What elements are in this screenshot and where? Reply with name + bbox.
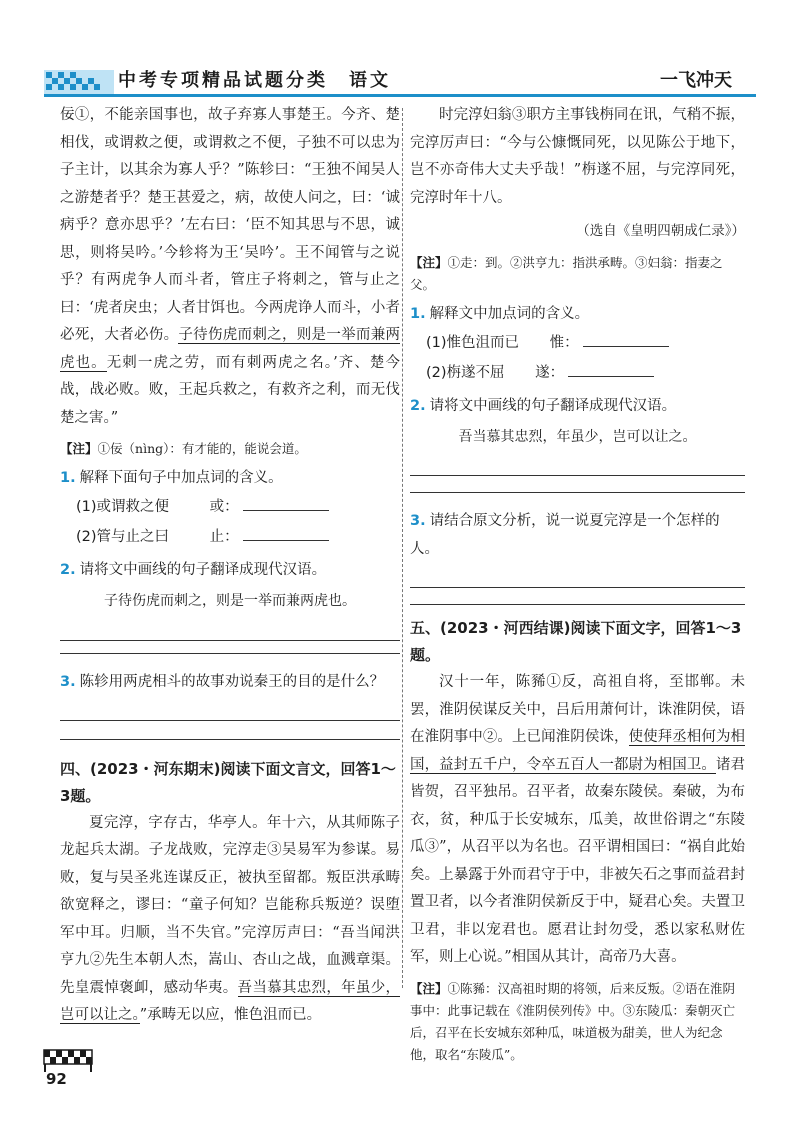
question-number: 1.	[60, 470, 76, 486]
question-number: 2.	[60, 562, 76, 578]
right-column	[410, 102, 745, 1070]
sub-question-target: 惟：	[549, 334, 579, 351]
answer-line[interactable]	[60, 720, 400, 721]
question-text: 请将文中画线的句子翻译成现代汉语。	[79, 562, 327, 578]
answer-line[interactable]	[410, 604, 745, 605]
sentence-to-translate: 吾当慕其忠烈，年虽少，岂可以让之。	[458, 428, 697, 445]
sub-question	[410, 358, 745, 388]
question-1	[410, 300, 745, 328]
checker-grid-logo-icon	[44, 62, 114, 96]
sub-question	[60, 522, 400, 552]
underlined-sentence: 子待伤虎而刺之，则是一举而兼两虎也。	[60, 327, 401, 371]
sub-question-target: 遂：	[535, 364, 565, 381]
sub-question-label: (2)栴遂不屈	[426, 364, 505, 381]
passage-continuation: 时完淳妇翁③职方主事钱栴同在讯，气稍不振，完淳厉声曰：“今与公慷慨同死，以见陈公于地下，岂不亦奇伟大丈夫乎哉！”栴遂不屈，与完淳同死，完淳时年十八。	[410, 107, 745, 206]
question-2	[60, 556, 400, 584]
sub-question-target: 或：	[209, 499, 239, 515]
page-number-badge	[40, 1048, 96, 1092]
section-4-heading: 四、(2023・河东期末)阅读下面文言文，回答1～3题。	[60, 759, 396, 805]
page-header	[0, 52, 800, 102]
checkered-flag-icon	[40, 1048, 96, 1072]
answer-line[interactable]	[60, 640, 400, 641]
passage-text-b: 无刺一虎之劳，而有刺两虎之名。’齐、楚今战，战必败。败，王起兵救之，有救齐之利，而无伐楚之害。”	[60, 354, 401, 426]
sentence-to-translate: 子待伤虎而刺之，则是一举而兼两虎也。	[104, 593, 356, 609]
passage-text-b: 诸君皆贺，召平独吊。召平者，故秦东陵侯。秦破，为布衣，贫，种瓜于长安城东，瓜美，故世俗谓之“东陵瓜③”，从召平以为名也。召平谓相国曰：“祸自此始矣。上暴露于外而君守于中，非被矢石之事而益君封置卫者，以今者淮阴侯新反于中，疑君心矣。夫置卫卫君，非以宠君也。愿君让封勿受，悉以家私财佐军，则上心说。”相国从其计，高帝乃大喜。	[410, 756, 746, 965]
answer-line[interactable]	[410, 475, 745, 476]
book-title: 中考专项精品试题分类 语文	[118, 70, 391, 91]
left-column	[60, 102, 400, 1030]
question-text: 解释下面句子中加点词的含义。	[79, 470, 283, 486]
answer-line[interactable]	[60, 653, 400, 654]
question-number: 2.	[410, 397, 426, 414]
answer-line[interactable]	[60, 739, 400, 740]
underlined-phrase: 使使拜丞相何为相国，益封五千户，	[410, 729, 746, 773]
header-rule	[44, 94, 756, 97]
question-number: 3.	[60, 673, 76, 690]
sub-question-label: (2)管与止之曰	[76, 529, 170, 545]
question-3	[60, 668, 400, 696]
sub-question-label: (1)惟色沮而已	[426, 334, 520, 351]
question-text: 请将文中画线的句子翻译成现代汉语。	[429, 397, 677, 414]
underlined-phrase: 令卒五百人一都尉为相国卫。	[526, 756, 716, 773]
underlined-sentence: 吾当慕其忠烈，年虽少，岂可以让之。	[60, 979, 401, 1023]
note-label: 【注】	[410, 980, 448, 996]
column-divider	[402, 108, 403, 988]
sub-question	[60, 492, 400, 522]
passage-text-a: 汉十一年，陈豨①反，高祖自将，至邯郸。未罢，淮阴侯谋反关中，吕后用萧何计，诛淮阴侯，语在淮阴事中②。上已闻淮阴侯诛，	[410, 674, 745, 745]
footnote	[410, 978, 745, 1066]
question-2	[410, 392, 745, 420]
question-text: 请结合原文分析，说一说夏完淳是一个怎样的人。	[410, 513, 720, 557]
note-text: ①陈豨：汉高祖时期的将领，后来反叛。②语在淮阴事中：此事记载在《淮阴侯列传》中。③东陵瓜：秦朝灭亡后，召平在长安城东郊种瓜，味道极为甜美，世人为纪念他，取名“东陵瓜”。	[410, 980, 736, 1062]
sub-question	[410, 328, 745, 358]
note-label: 【注】	[60, 441, 98, 456]
page-number: 92	[46, 1070, 67, 1088]
section-5-heading: 五、(2023・河西结课)阅读下面文字，回答1～3题。	[410, 619, 742, 664]
question-1	[60, 464, 400, 492]
passage-text-a: 夏完淳，字存古，华亭人。年十六，从其师陈子龙起兵太湖。子龙战败，完淳走③吴易军为参谋。易败，复与吴圣兆连谋反正，被执至留都。叛臣洪承畴欲宽释之，谬曰：“童子何知？岂能称兵叛逆？误堕军中耳。归顺，当不失官。”完淳厉声曰：“吾当闻洪亨九②先生本朝人杰，嵩山、杏山之战，血溅章渠。先皇震悼褒卹，感动华夷。	[60, 814, 400, 996]
question-3	[410, 507, 745, 563]
question-number: 3.	[410, 513, 426, 529]
question-text: 陈轸用两虎相斗的故事劝说秦王的目的是什么？	[79, 673, 385, 690]
question-text: 解释文中加点词的含义。	[429, 305, 590, 322]
passage-text-a: 佞①，不能亲国事也，故子弃寡人事楚王。今齐、楚相伐，或谓救之便，或谓救之不便，子独不可以忠为子主计，以其余为寡人乎？”陈轸曰：“王独不闻吴人之游楚者乎？楚王甚爱之，病，故使人问之，曰：‘诚病乎？意亦思乎？’左右曰：‘臣不知其思与不思，诚思，则将吴吟。’今轸将为王‘吴吟’。王不闻管与之说乎？有两虎争人而斗者，管庄子将刺之，管与止之曰：‘虎者戾虫；人者甘饵也。今两虎诤人而斗，小者必死，大者必伤。	[60, 107, 400, 343]
brand-name: 一飞冲天	[660, 70, 732, 91]
section-4-passage	[60, 810, 400, 1030]
note-label: 【注】	[410, 254, 448, 270]
answer-blank[interactable]	[243, 494, 329, 511]
answer-blank[interactable]	[243, 524, 329, 541]
source-citation: （选自《皇明四朝成仁录》）	[576, 223, 745, 239]
answer-line[interactable]	[410, 492, 745, 493]
answer-blank[interactable]	[568, 360, 654, 377]
note-text: ①走：到。②洪亨九：指洪承畴。③妇翁：指妻之父。	[410, 254, 723, 292]
section-5-passage	[410, 669, 745, 972]
question-number: 1.	[410, 305, 426, 322]
answer-line[interactable]	[410, 587, 745, 588]
footnote	[410, 252, 745, 296]
passage-text-b: ”承畴无以应，惟色沮而已。	[139, 1007, 322, 1023]
footnote	[60, 438, 400, 460]
passage-text	[60, 102, 400, 432]
sub-question-label: (1)或谓救之便	[76, 499, 170, 515]
sub-question-target: 止：	[209, 529, 239, 545]
answer-blank[interactable]	[583, 330, 669, 347]
note-text: ①佞（nìng）：有才能的，能说会道。	[97, 441, 307, 456]
